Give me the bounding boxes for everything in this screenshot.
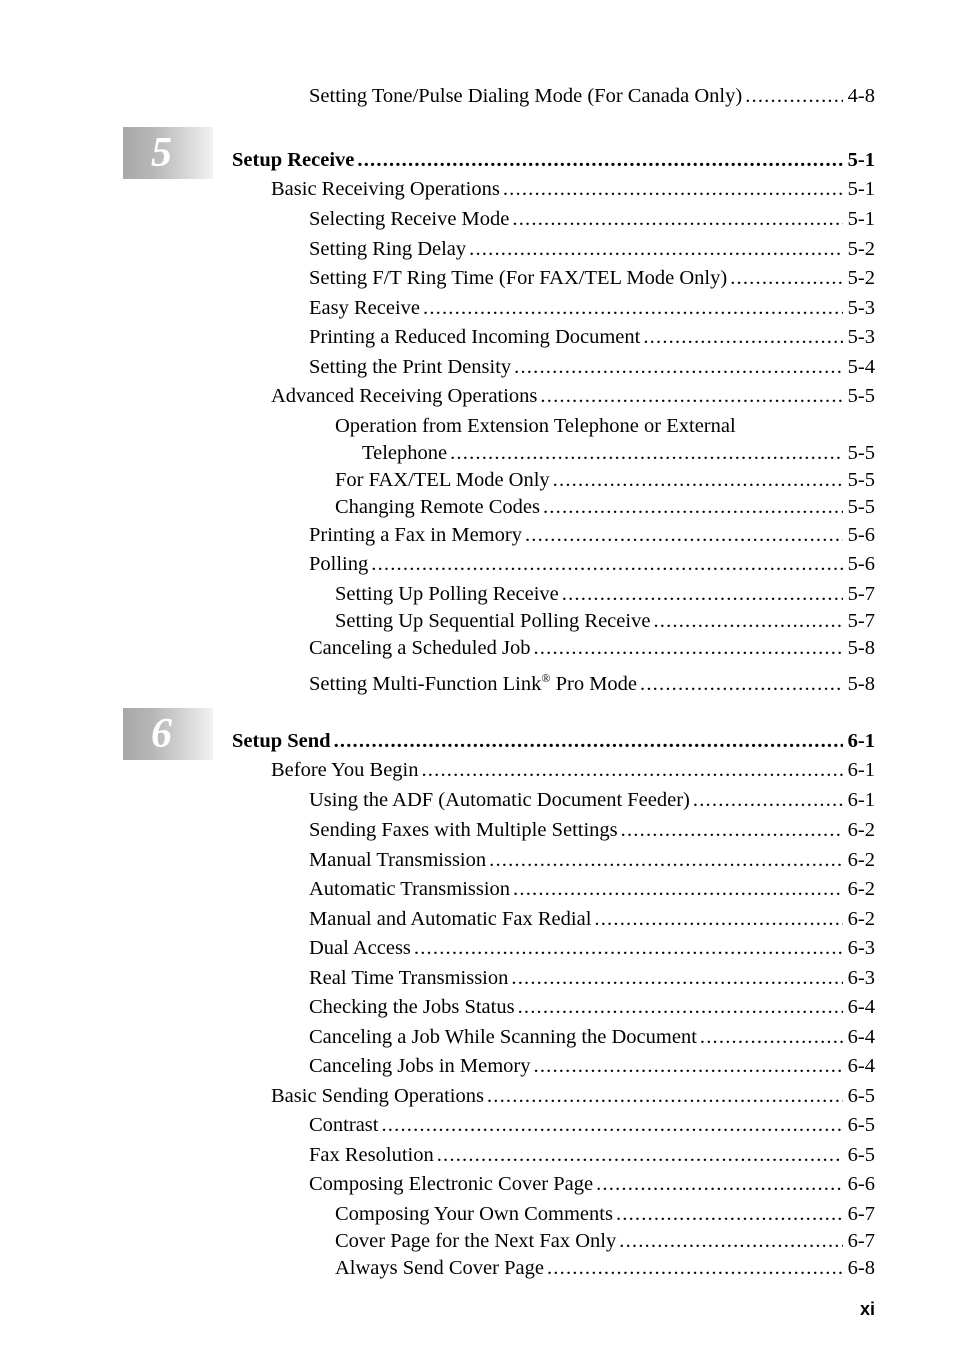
- toc-entry[interactable]: [309, 84, 875, 108]
- toc-entry-title: Setting the Print Density: [309, 356, 512, 378]
- toc-entry-page: 5-8: [847, 672, 875, 695]
- chapter-5-tab: [123, 127, 213, 179]
- toc-entry-title: Advanced Receiving Operations: [271, 385, 538, 407]
- toc-entry-page: 6-3: [847, 967, 875, 989]
- toc-entry-title: Polling: [309, 553, 369, 575]
- toc-entry-page: 5-5: [847, 385, 875, 407]
- toc-dot-leader: [700, 1025, 843, 1049]
- toc-entry-title: Changing Remote Codes: [335, 496, 540, 518]
- toc-entry[interactable]: [309, 523, 875, 547]
- toc-subentry[interactable]: [335, 1229, 875, 1253]
- toc-entry-page: 6-6: [847, 1173, 875, 1195]
- toc-entry-title: Setting F/T Ring Time (For FAX/TEL Mode Only): [309, 267, 728, 289]
- toc-entry-title: Manual and Automatic Fax Redial: [309, 908, 592, 930]
- toc-chapter-heading[interactable]: [232, 148, 875, 172]
- toc-dot-leader: [513, 877, 843, 901]
- toc-dot-leader: [616, 1202, 843, 1226]
- toc-dot-leader: [514, 355, 843, 379]
- toc-entry-page: 6-5: [847, 1085, 875, 1107]
- toc-dot-leader: [562, 582, 843, 606]
- toc-entry-page: 6-1: [847, 730, 875, 752]
- toc-entry-page: 5-2: [847, 267, 875, 289]
- toc-entry[interactable]: [309, 1054, 875, 1078]
- toc-dot-leader: [534, 1054, 843, 1078]
- toc-entry-title-line1[interactable]: Operation from Extension Telephone or External: [335, 415, 736, 437]
- toc-entry-title: Using the ADF (Automatic Document Feeder): [309, 789, 690, 811]
- toc-dot-leader: [489, 848, 843, 872]
- toc-dot-leader: [643, 325, 842, 349]
- toc-entry-title: Setting Up Polling Receive: [335, 583, 559, 605]
- toc-entry-title: For FAX/TEL Mode Only: [335, 469, 550, 491]
- toc-dot-leader: [487, 1084, 843, 1108]
- toc-entry-continuation[interactable]: [362, 441, 875, 465]
- toc-entry-title-suffix: Pro Mode: [555, 672, 638, 695]
- toc-dot-leader: [381, 1113, 842, 1137]
- toc-section[interactable]: [271, 177, 875, 201]
- toc-entry[interactable]: [309, 237, 875, 261]
- toc-entry-page: 5-1: [847, 178, 875, 200]
- toc-section[interactable]: [271, 1084, 875, 1108]
- toc-entry[interactable]: [309, 666, 875, 696]
- toc-entry[interactable]: [309, 1143, 875, 1167]
- toc-entry-page: 5-2: [847, 238, 875, 260]
- toc-entry-title: Before You Begin: [271, 759, 419, 781]
- toc-entry-page: 6-1: [847, 759, 875, 781]
- toc-entry-page: 6-2: [847, 878, 875, 900]
- toc-entry-page: 6-4: [847, 1026, 875, 1048]
- toc-entry[interactable]: [309, 325, 875, 349]
- toc-entry-page: 5-4: [847, 356, 875, 378]
- toc-entry-page: 6-2: [847, 849, 875, 871]
- toc-subentry[interactable]: [335, 1202, 875, 1226]
- toc-dot-leader: [518, 995, 843, 1019]
- toc-entry-title: Canceling Jobs in Memory: [309, 1055, 531, 1077]
- toc-entry-page: 5-3: [847, 297, 875, 319]
- toc-entry[interactable]: [309, 788, 875, 812]
- toc-dot-leader: [745, 84, 842, 108]
- toc-entry-title: Setting Up Sequential Polling Receive: [335, 610, 651, 632]
- toc-entry-page: 6-5: [847, 1144, 875, 1166]
- toc-dot-leader: [540, 384, 842, 408]
- toc-entry-page: 5-1: [847, 149, 875, 171]
- toc-entry[interactable]: [309, 848, 875, 872]
- toc-entry-title: Selecting Receive Mode: [309, 208, 510, 230]
- toc-entry-title: Easy Receive: [309, 297, 420, 319]
- toc-entry[interactable]: [309, 552, 875, 576]
- toc-entry-title: Manual Transmission: [309, 849, 487, 871]
- toc-dot-leader: [730, 266, 842, 290]
- toc-dot-leader: [596, 1172, 843, 1196]
- chapter-6-number: 6: [151, 711, 172, 757]
- toc-dot-leader: [357, 148, 842, 172]
- toc-entry[interactable]: [309, 355, 875, 379]
- toc-entry-title: [309, 666, 637, 696]
- toc-entry-title: Printing a Reduced Incoming Document: [309, 326, 641, 348]
- toc-dot-leader: [511, 966, 842, 990]
- toc-entry-title: Checking the Jobs Status: [309, 996, 515, 1018]
- toc-dot-leader: [503, 177, 843, 201]
- toc-dot-leader: [423, 296, 843, 320]
- toc-entry-title: Contrast: [309, 1114, 379, 1136]
- toc-entry-page: 5-3: [847, 326, 875, 348]
- toc-entry-page: 6-2: [847, 908, 875, 930]
- toc-chapter-heading[interactable]: [232, 729, 875, 753]
- toc-entry-page: 6-8: [847, 1257, 875, 1279]
- toc-subentry[interactable]: [335, 468, 875, 492]
- page-number: xi: [859, 1299, 875, 1319]
- toc-entry-title: Automatic Transmission: [309, 878, 511, 900]
- toc-dot-leader: [533, 636, 842, 660]
- toc-entry[interactable]: [309, 266, 875, 290]
- toc-dot-leader: [543, 495, 843, 519]
- toc-entry-title: Dual Access: [309, 937, 411, 959]
- toc-entry-page: 6-5: [847, 1114, 875, 1136]
- toc-dot-leader: [553, 468, 843, 492]
- toc-entry[interactable]: [309, 877, 875, 901]
- toc-entry-page: 5-5: [847, 469, 875, 491]
- toc-entry-title: Canceling a Job While Scanning the Document: [309, 1026, 697, 1048]
- toc-entry-title: Fax Resolution: [309, 1144, 434, 1166]
- toc-entry-title: Basic Sending Operations: [271, 1085, 484, 1107]
- toc-entry-page: 5-1: [847, 208, 875, 230]
- toc-entry-page: 5-8: [847, 637, 875, 659]
- toc-entry-title: Setting Ring Delay: [309, 238, 467, 260]
- toc-dot-leader: [693, 788, 843, 812]
- toc-entry-page: 5-7: [847, 583, 875, 605]
- toc-dot-leader: [371, 552, 842, 576]
- toc-entry-title: Setup Receive: [232, 149, 355, 171]
- toc-subentry[interactable]: [335, 495, 875, 519]
- toc-entry[interactable]: [309, 936, 875, 960]
- toc-entry[interactable]: [309, 636, 875, 660]
- toc-dot-leader: [621, 818, 843, 842]
- toc-entry[interactable]: [309, 1113, 875, 1137]
- toc-entry-title: Composing Electronic Cover Page: [309, 1173, 594, 1195]
- toc-entry[interactable]: [309, 907, 875, 931]
- toc-dot-leader: [594, 907, 842, 931]
- toc-entry-page: 6-7: [847, 1203, 875, 1225]
- toc-dot-leader: [437, 1143, 843, 1167]
- toc-entry-page: 6-2: [847, 819, 875, 841]
- toc-entry[interactable]: [309, 995, 875, 1019]
- toc-entry-title: Always Send Cover Page: [335, 1257, 544, 1279]
- toc-dot-leader: [653, 609, 842, 633]
- toc-dot-leader: [547, 1256, 843, 1280]
- toc-entry-title: Setup Send: [232, 730, 331, 752]
- toc-dot-leader: [525, 523, 843, 547]
- toc-dot-leader: [334, 729, 843, 753]
- toc-entry-page: 5-5: [847, 442, 875, 464]
- registered-mark: ®: [541, 671, 551, 685]
- toc-section[interactable]: [271, 758, 875, 782]
- toc-entry[interactable]: [309, 818, 875, 842]
- toc-entry-page: 5-6: [847, 553, 875, 575]
- toc-entry-title: Sending Faxes with Multiple Settings: [309, 819, 618, 841]
- toc-entry[interactable]: [309, 207, 875, 231]
- toc-entry[interactable]: [309, 1025, 875, 1049]
- toc-dot-leader: [469, 237, 843, 261]
- toc-dot-leader: [421, 758, 842, 782]
- toc-entry-title: Real Time Transmission: [309, 967, 509, 989]
- toc-dot-leader: [512, 207, 842, 231]
- toc-entry[interactable]: [309, 966, 875, 990]
- toc-entry-page: 6-3: [847, 937, 875, 959]
- toc-dot-leader: [414, 936, 843, 960]
- toc-entry-page: 5-6: [847, 524, 875, 546]
- toc-dot-leader: [450, 441, 843, 465]
- toc-entry-page: 6-1: [847, 789, 875, 811]
- toc-entry-title: Composing Your Own Comments: [335, 1203, 613, 1225]
- toc-entry-page: 6-7: [847, 1230, 875, 1252]
- toc-section[interactable]: [271, 384, 875, 408]
- toc-entry-title: Printing a Fax in Memory: [309, 524, 522, 546]
- chapter-5-number: 5: [151, 130, 172, 176]
- toc-entry-title: Setting Tone/Pulse Dialing Mode (For Canada Only): [309, 85, 743, 107]
- toc-entry-page: 4-8: [847, 85, 875, 107]
- toc-subentry[interactable]: [335, 609, 875, 633]
- toc-entry-page: 5-7: [847, 610, 875, 632]
- toc-entry-page: 6-4: [847, 996, 875, 1018]
- toc-dot-leader: [640, 672, 843, 696]
- toc-subentry[interactable]: [335, 1256, 875, 1280]
- toc-entry[interactable]: [309, 296, 875, 320]
- toc-entry-page: 5-5: [847, 496, 875, 518]
- toc-entry-title: Cover Page for the Next Fax Only: [335, 1230, 617, 1252]
- chapter-6-tab: [123, 708, 213, 760]
- toc-dot-leader: [619, 1229, 842, 1253]
- toc-entry-title-main: Setting Multi-Function Link: [309, 672, 542, 695]
- toc-entry-title: Telephone: [362, 442, 448, 464]
- toc-subentry[interactable]: [335, 582, 875, 606]
- toc-entry-title: Canceling a Scheduled Job: [309, 637, 531, 659]
- toc-entry-title: Basic Receiving Operations: [271, 178, 500, 200]
- toc-entry[interactable]: [309, 1172, 875, 1196]
- toc-entry-page: 6-4: [847, 1055, 875, 1077]
